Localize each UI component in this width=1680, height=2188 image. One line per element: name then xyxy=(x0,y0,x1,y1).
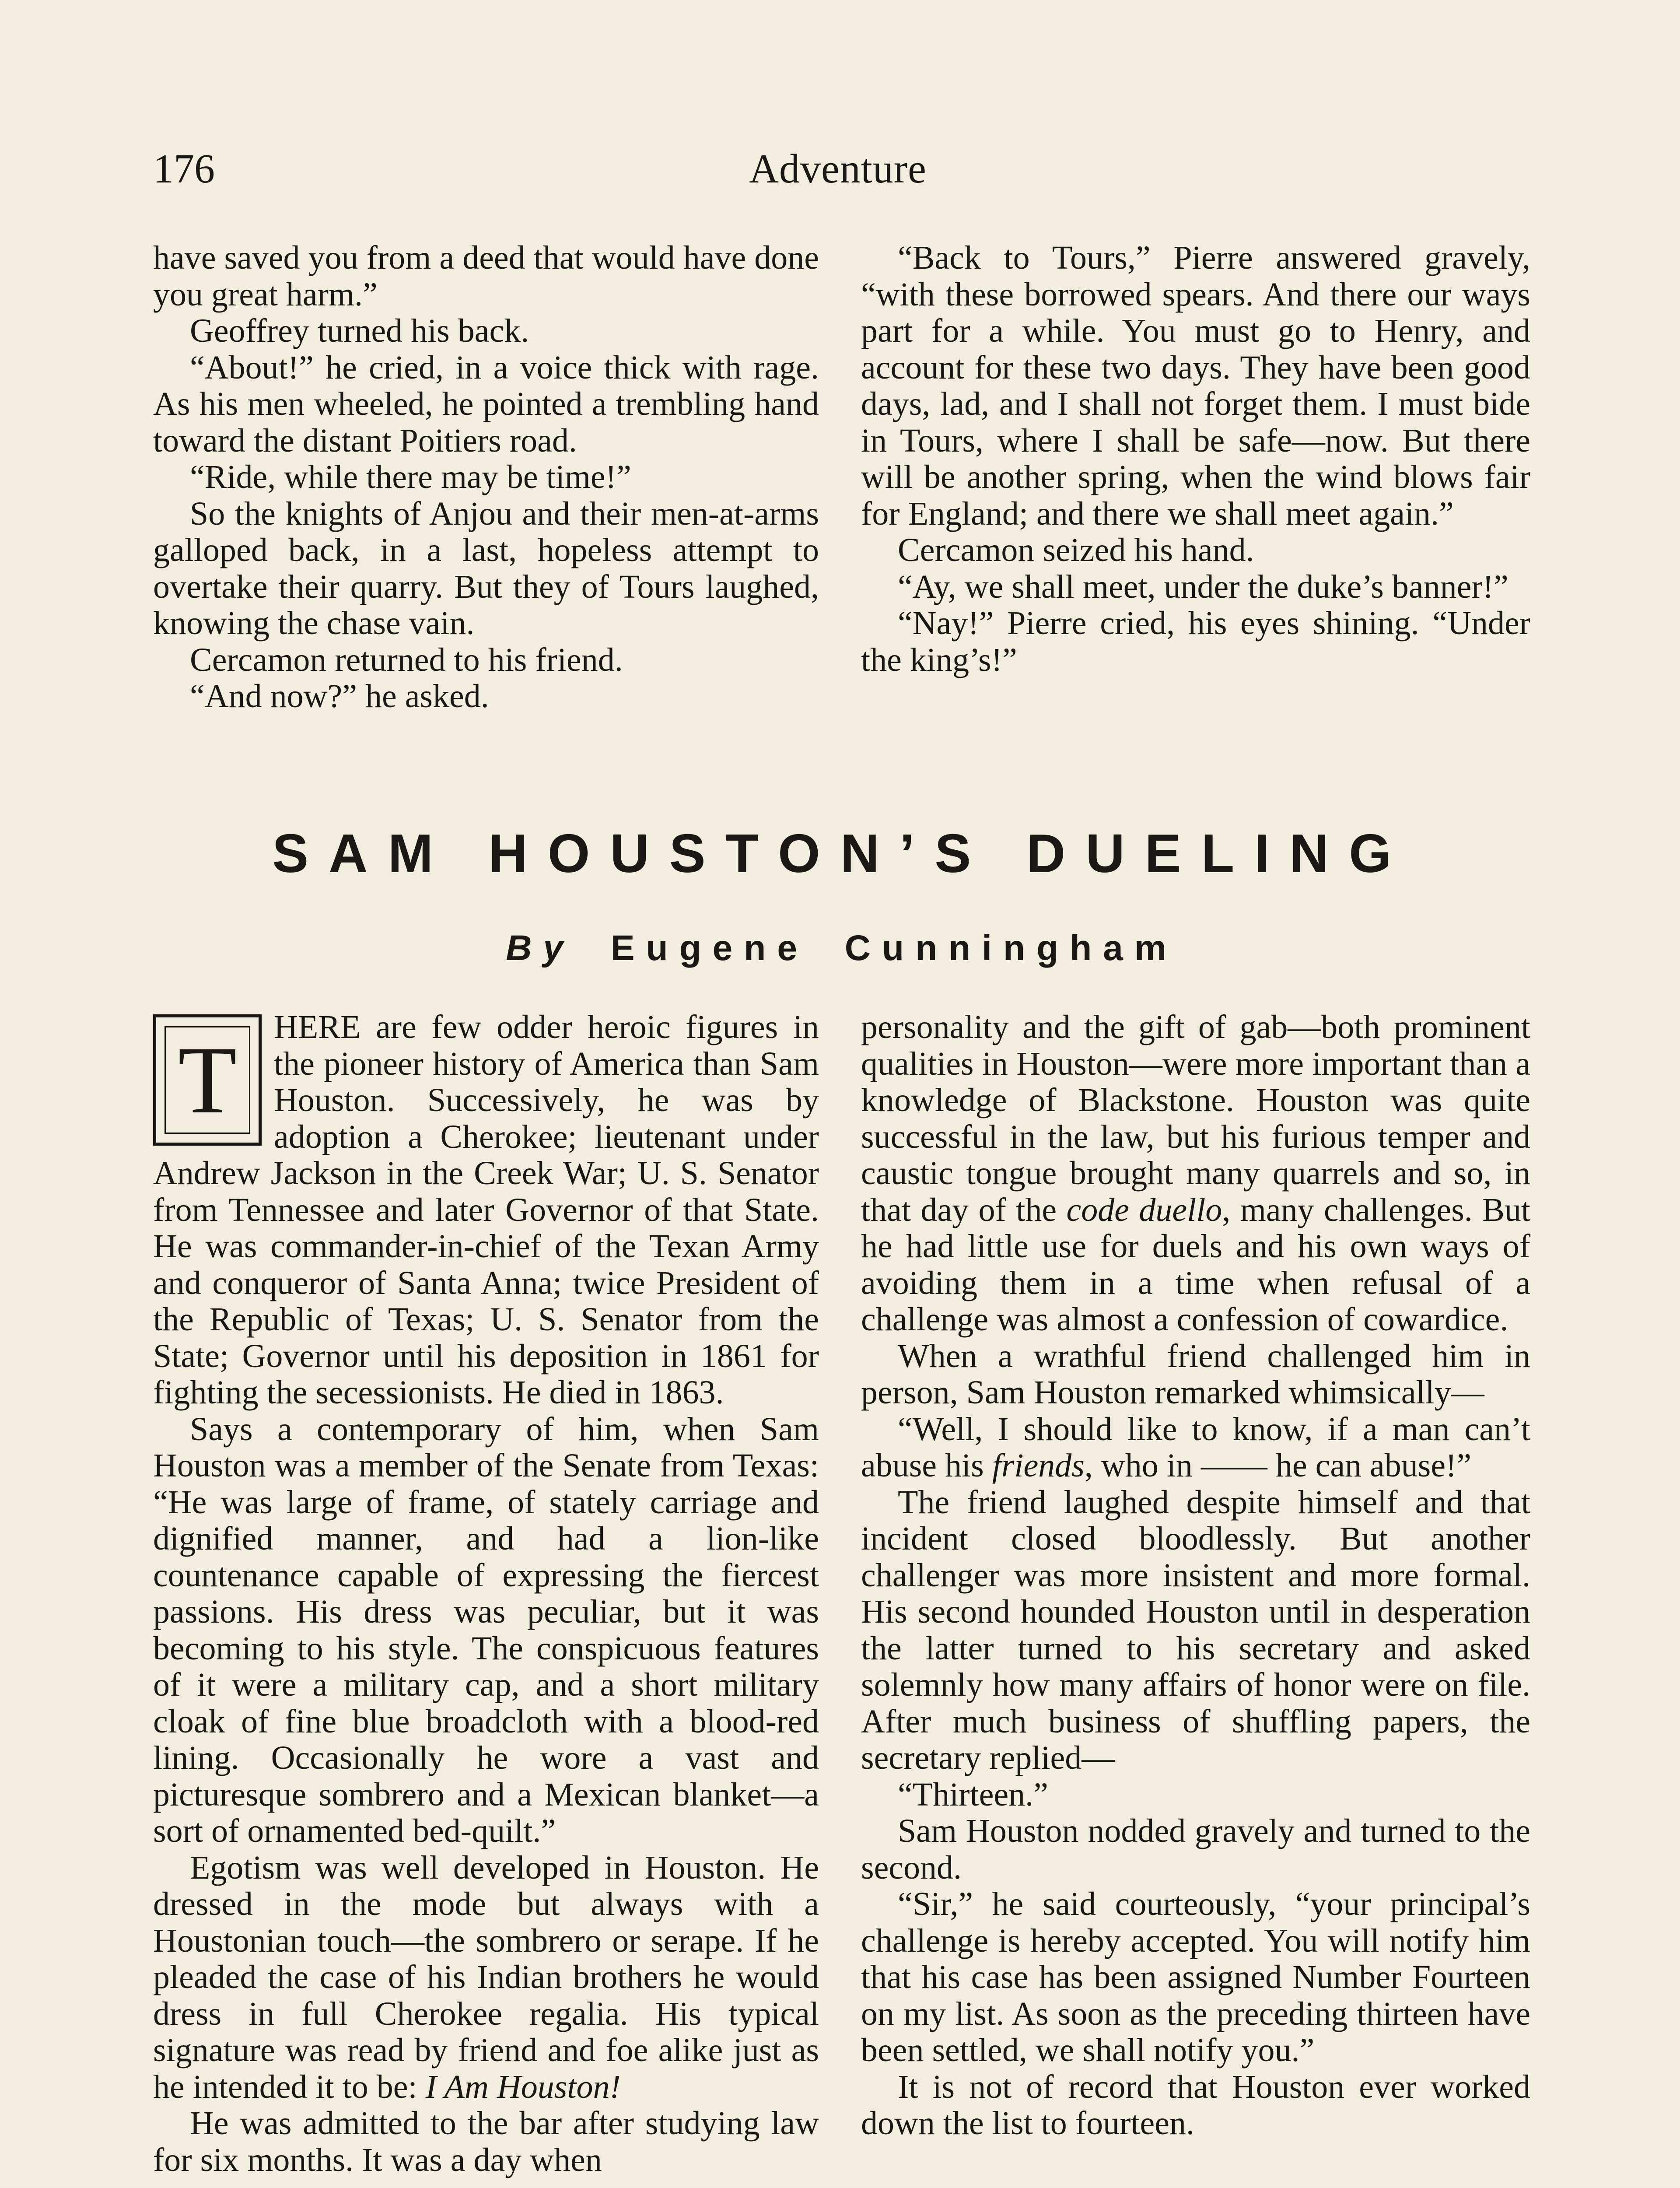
paragraph: The friend laughed despite himself and that incident closed bloodlessly. But another challenger was more insistent and more formal. His second hounded Houston until in desperation the latter turned to his secretary and asked solemnly how many affairs of honor were on file. After much business of shuffling papers, the secretary replied— xyxy=(861,1483,1530,1776)
running-title: Adventure xyxy=(749,146,927,192)
paragraph: “Ay, we shall meet, under the duke’s banner!” xyxy=(898,568,1508,605)
author-name: Eugene Cunningham xyxy=(610,928,1178,968)
paragraph: “Nay!” Pierre cried, his eyes shining. “Under the king’s!” xyxy=(861,605,1530,678)
paragraph: “Thirteen.” xyxy=(898,1776,1048,1813)
signature-quote: I Am Houston! xyxy=(425,2068,621,2105)
article-right-column xyxy=(861,1009,1530,2142)
paragraph: Geoffrey turned his back. xyxy=(190,312,529,349)
opening-text: are few odder heroic figures in the pioneer history of America than Sam Houston. Successively, he was by adoption a Cherokee; lieutenant under Andrew Jackson in the Creek War; U. S. Senator from Tennessee and later Governor of that State. He was commander-in-chief of the Texan Army and conqueror of Santa Anna; twice President of the Republic of Texas; U. S. Senator from the State; Governor until his deposition in 1861 for fighting the secessionists. He died in 1863. xyxy=(153,1009,819,1411)
paragraph: When a wrathful friend challenged him in person, Sam Houston remarked whimsically— xyxy=(861,1337,1530,1411)
paragraph: have saved you from a deed that would have done you great harm.” xyxy=(153,239,819,313)
paragraph: It is not of record that Houston ever worked down the list to fourteen. xyxy=(861,2068,1530,2142)
paragraph-text: Egotism was well developed in Houston. He dressed in the mode but always with a Houstonian touch—the sombrero or serape. If he pleaded the case of his Indian brothers he would dress in full Cherokee regalia. His typical signature was read by friend and foe alike just as he intended it to be: xyxy=(153,1849,819,2105)
paragraph: “Sir,” he said courteously, “your principal’s challenge is hereby accepted. You will notify him that his case has been assigned Number Fourteen on my list. As soon as the preceding thirteen have been settled, we shall notify you.” xyxy=(861,1886,1530,2069)
paragraph-text: , who in —— he can abuse!” xyxy=(1084,1447,1472,1484)
paragraph xyxy=(153,1850,819,2106)
paragraph: Cercamon seized his hand. xyxy=(898,532,1254,568)
page-header xyxy=(153,145,1522,198)
paragraph: Says a contemporary of him, when Sam Houston was a member of the Senate from Texas: “He was large of frame, of stately carriage and dignified manner, and had a lion-like countenance capable of expressing the fiercest passions. His dress was peculiar, but it was becoming to his style. The conspicuous features of it were a military cap, and a short military cloak of fine blue broadcloth with a blood-red lining. Occasionally he wore a vast and picturesque sombrero and a Mexican blanket—a sort of ornamented bed-quilt.” xyxy=(153,1410,819,1849)
article-left-column xyxy=(153,1009,819,2178)
paragraph xyxy=(861,1411,1530,1484)
page-number: 176 xyxy=(153,146,215,192)
article-title: SAM HOUSTON’S DUELING xyxy=(272,824,1411,884)
paragraph: Sam Houston nodded gravely and turned to the second. xyxy=(861,1813,1530,1886)
paragraph-text: , many challenges. But he had little use for duels and his own ways of avoiding them in a time when refusal of a challenge was almost a confession of cowardice. xyxy=(861,1191,1530,1338)
paragraph: So the knights of Anjou and their men-at-arms galloped back, in a last, hopeless attempt to overtake their quarry. But they of Tours laughed, knowing the chase vain. xyxy=(153,495,819,642)
paragraph: “Back to Tours,” Pierre answered gravely, “with these borrowed spears. And there our ways part for a while. You must go to Henry, and account for these two days. They have been good days, lad, and I shall not forget them. I must bide in Tours, where I shall be safe—now. But there will be another spring, when the wind blows fair for England; and there we shall meet again.” xyxy=(861,239,1530,532)
byline-prefix: By xyxy=(506,928,575,968)
paragraph: “Ride, while there may be time!” xyxy=(190,459,631,495)
opening-paragraph xyxy=(153,1009,819,1411)
paragraph xyxy=(861,1009,1530,1338)
paragraph: He was admitted to the bar after studying law for six months. It was a day when xyxy=(153,2105,819,2178)
previous-story-left-column xyxy=(153,240,819,715)
drop-cap xyxy=(153,1014,262,1146)
paragraph-text: “Well, I should like to know, if a man can’t abuse his xyxy=(861,1410,1530,1484)
paragraph: “And now?” he asked. xyxy=(190,678,489,715)
previous-story-right-column xyxy=(861,240,1530,678)
italic-phrase: code duello xyxy=(1066,1191,1222,1228)
drop-cap-letter: T xyxy=(164,1026,250,1134)
paragraph: Cercamon returned to his friend. xyxy=(190,641,623,678)
paragraph-text: personality and the gift of gab—both prominent qualities in Houston—were more important than a knowledge of Blackstone. Houston was quite successful in the law, but his furious temper and caustic tongue brought many quarrels and so, in that day of the xyxy=(861,1009,1530,1228)
paragraph: “About!” he cried, in a voice thick with rage. As his men wheeled, he pointed a trembling hand toward the distant Poitiers road. xyxy=(153,349,819,459)
italic-word: friends xyxy=(992,1447,1085,1484)
byline xyxy=(153,928,1530,969)
first-word: HERE xyxy=(274,1009,361,1045)
